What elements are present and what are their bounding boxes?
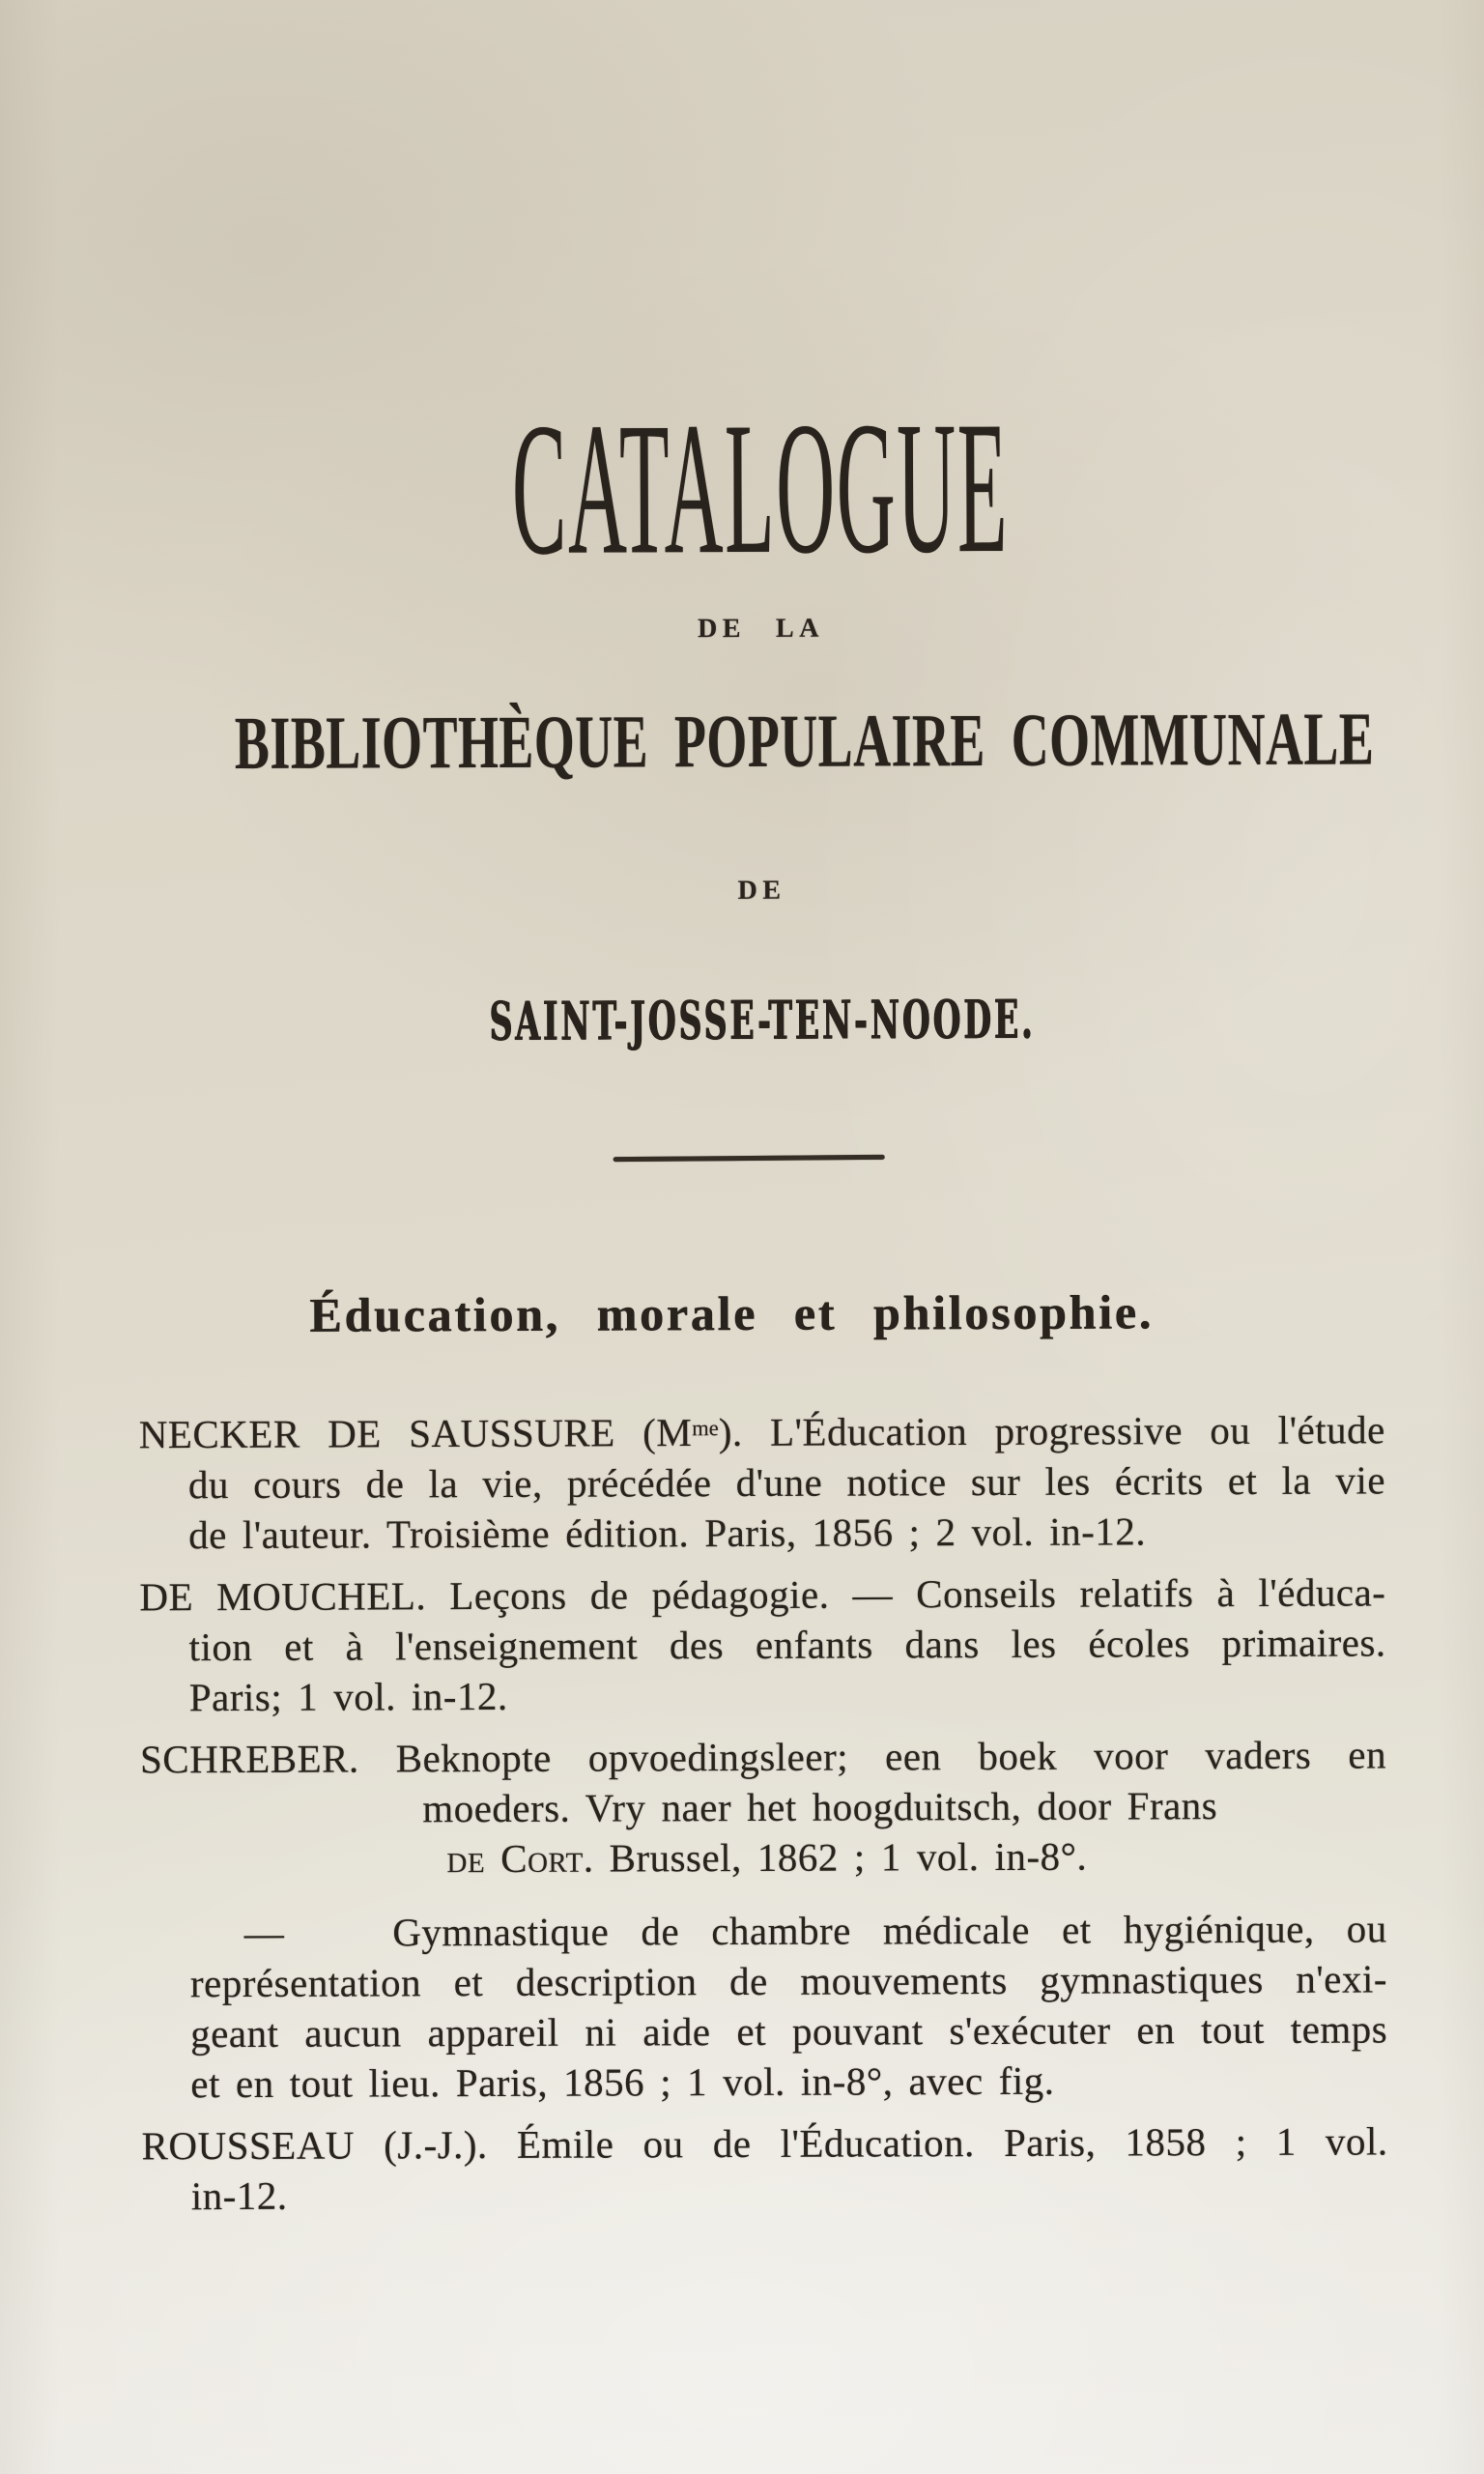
subtitle-de-la: DE LA bbox=[698, 613, 825, 645]
catalog-entry bbox=[136, 2115, 1388, 2221]
entry-line bbox=[140, 1729, 1386, 1784]
text-segment: et en tout lieu. Paris, 1856 ; 1 vol. in-8°, avec fig. bbox=[190, 2057, 1055, 2107]
entry-line bbox=[188, 1454, 1385, 1510]
page-title: CATALOGUE bbox=[511, 382, 1010, 594]
text-segment: moeders. Vry naer het hoogduitsch, door Frans bbox=[422, 1782, 1218, 1831]
title-divider-rule bbox=[614, 1155, 885, 1162]
text-segment: représentation et description de mouvements gymnastiques n'exi- bbox=[189, 1956, 1388, 2006]
catalog-entry bbox=[134, 1729, 1387, 1884]
entry-line bbox=[446, 1829, 1386, 1884]
entry-line bbox=[191, 2166, 1388, 2221]
entry-line bbox=[139, 1567, 1385, 1622]
text-segment-dash: — bbox=[243, 1910, 285, 1955]
commune-name: SAINT-JOSSE-TEN-NOODE. bbox=[489, 987, 1036, 1053]
text-segment: SCHREBER. Beknopte opvoedingsleer; een boek voor vaders en bbox=[139, 1732, 1387, 1782]
catalog-entry bbox=[135, 1903, 1388, 2109]
text-segment: DE MOUCHEL. Leçons de pédagogie. — Conseils relatifs à l'éduca- bbox=[139, 1569, 1386, 1620]
subtitle-de: DE bbox=[737, 875, 786, 906]
entry-line bbox=[189, 1617, 1386, 1672]
text-segment: tion et à l'enseignement des enfants dans les écoles primaires. bbox=[188, 1620, 1386, 1670]
library-name: BIBLIOTHÈQUE POPULAIRE COMMUNALE bbox=[234, 696, 1375, 786]
catalog-entry bbox=[133, 1400, 1386, 1560]
text-segment: de l'auteur. Troisième édition. Paris, 1856 ; 2 vol. in-12. bbox=[188, 1509, 1147, 1558]
text-segment: ). L'Éducation progressive ou l'étude bbox=[718, 1407, 1385, 1454]
entry-line bbox=[142, 2115, 1388, 2171]
entry-line bbox=[190, 2003, 1387, 2058]
text-segment: Paris; 1 vol. in-12. bbox=[188, 1673, 508, 1720]
entry-line bbox=[422, 1779, 1386, 1833]
entry-line bbox=[188, 1505, 1385, 1560]
entry-line bbox=[244, 1903, 1387, 1958]
entry-line bbox=[190, 1953, 1387, 2008]
entry-line bbox=[189, 1667, 1386, 1722]
text-segment: Gymnastique de chambre médicale et hygiénique, ou bbox=[392, 1906, 1387, 1955]
text-segment: in-12. bbox=[190, 2172, 288, 2219]
text-segment: NECKER DE SAUSSURE (M bbox=[138, 1410, 693, 1457]
text-segment: . Brussel, 1862 ; 1 vol. in-8°. bbox=[583, 1833, 1088, 1881]
text-segment: du cours de la vie, précédée d'une notice sur les écrits et la vie bbox=[187, 1457, 1386, 1508]
catalog-entry bbox=[133, 1567, 1386, 1722]
text-segment-sc: de Cort bbox=[446, 1835, 584, 1881]
text-segment-sup: me bbox=[692, 1416, 719, 1441]
entry-line bbox=[190, 2054, 1387, 2109]
catalog-entries-list bbox=[133, 1400, 1388, 2221]
text-segment: ROUSSEAU (J.-J.). Émile ou de l'Éducation. Paris, 1858 ; 1 vol. bbox=[141, 2118, 1388, 2169]
text-segment: geant aucun appareil ni aide et pouvant s'exécuter en tout temps bbox=[190, 2006, 1388, 2057]
section-heading: Éducation, morale et philosophie. bbox=[309, 1284, 1155, 1342]
entry-line bbox=[139, 1400, 1385, 1459]
